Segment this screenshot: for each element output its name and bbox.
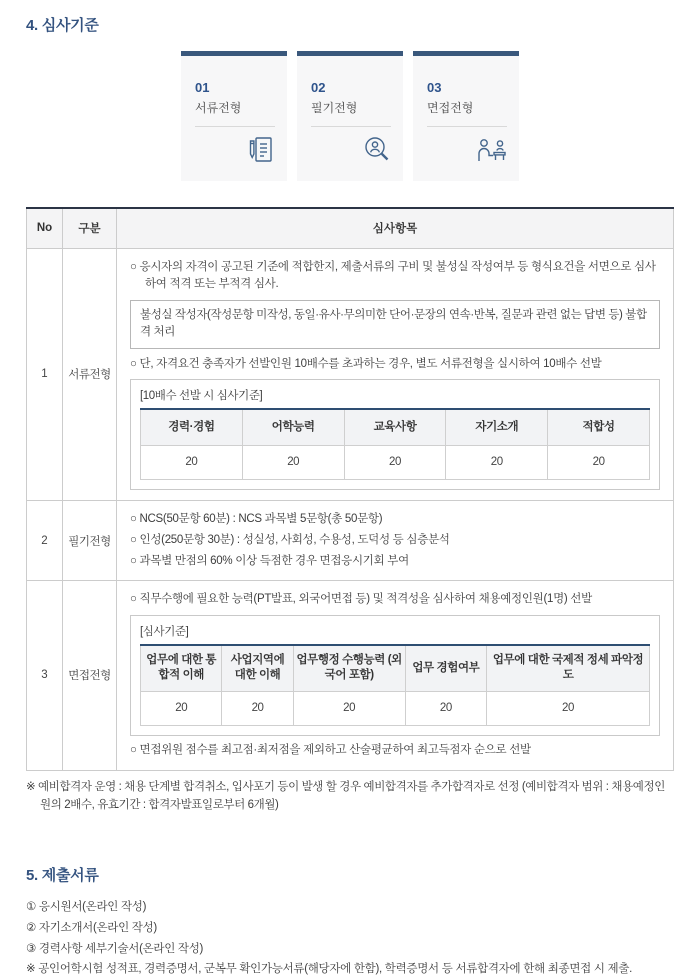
step-label: 서류전형 — [195, 99, 275, 127]
bullet-text: ○ NCS(50문항 60분) : NCS 과목별 5문항(총 50문항) — [130, 512, 383, 525]
score-col: 업무에 대한 국제적 정세 파악정도 — [487, 645, 650, 691]
row-content — [117, 581, 674, 770]
score-col: 업무행정 수행능력 (외국어 포함) — [293, 645, 405, 691]
score-value: 20 — [242, 445, 344, 479]
score-col: 업무 경험여부 — [405, 645, 486, 691]
subtable-value-row — [141, 691, 650, 725]
step-label: 필기전형 — [311, 99, 391, 127]
score-value: 20 — [446, 445, 548, 479]
row-no: 2 — [27, 500, 63, 580]
subtable-value-row — [141, 445, 650, 479]
score-col: 교육사항 — [344, 409, 446, 445]
submission-item: ③ 경력사항 세부기술서(온라인 작성) — [26, 942, 204, 955]
score-col: 적합성 — [548, 409, 650, 445]
bullet-text: ○ 직무수행에 필요한 능력(PT발표, 외국어면접 등) 및 적격성을 심사하여 채용예정인원(1명) 선발 — [130, 593, 592, 606]
screening-score-table — [140, 408, 650, 480]
criteria-header-row — [27, 208, 674, 248]
score-value: 20 — [222, 691, 293, 725]
step-number: 01 — [195, 80, 210, 95]
submission-item: ① 응시원서(온라인 작성) — [26, 901, 147, 914]
table-row-interview — [27, 581, 674, 770]
row-content — [117, 248, 674, 500]
score-col: 어학능력 — [242, 409, 344, 445]
subtable-header-row — [141, 409, 650, 445]
score-value: 20 — [344, 445, 446, 479]
subtable-box — [130, 615, 660, 736]
row-no: 1 — [27, 248, 63, 500]
section5-title: 5. 제출서류 — [26, 867, 99, 885]
submission-item: ② 자기소개서(온라인 작성) — [26, 921, 157, 934]
step-number: 02 — [311, 80, 326, 95]
step-card-document-screening — [181, 51, 287, 181]
magnifier-person-icon — [361, 134, 393, 171]
row-gubun: 면접전형 — [63, 581, 117, 770]
score-value: 20 — [405, 691, 486, 725]
row-gubun: 필기전형 — [63, 500, 117, 580]
col-header-items: 심사항목 — [117, 208, 674, 248]
subtable-label: [심사기준] — [140, 626, 189, 639]
criteria-table — [26, 207, 674, 771]
submission-note: ※ 공인어학시험 성적표, 경력증명서, 군복무 확인가능서류(해당자에 한함), 학력증명서 등 서류합격자에 한해 최종면접 시 제출. — [26, 963, 633, 976]
subtable-header-row — [141, 645, 650, 691]
interview-score-table — [140, 644, 650, 726]
subtable-label: [10배수 선발 시 심사기준] — [140, 390, 263, 403]
reserve-candidate-footnote: ※ 예비합격자 운영 : 채용 단계별 합격취소, 입사포기 등이 발생 할 경우 예비합격자를 추가합격자로 선정 (예비합격자 범위 : 채용예정인원의 2배수, 유효기간 : 합격자발표일로부터 6개월) — [26, 780, 665, 811]
table-row-document-screening — [27, 248, 674, 500]
score-col: 업무에 대한 통합적 이해 — [141, 645, 222, 691]
row-gubun: 서류전형 — [63, 248, 117, 500]
score-value: 20 — [293, 691, 405, 725]
col-header-gubun: 구분 — [63, 208, 117, 248]
interview-people-icon — [475, 134, 509, 171]
score-value: 20 — [141, 691, 222, 725]
step-number: 03 — [427, 80, 442, 95]
score-col: 경력·경험 — [141, 409, 243, 445]
table-row-written-test — [27, 500, 674, 580]
step-label: 면접전형 — [427, 99, 507, 127]
row-no: 3 — [27, 581, 63, 770]
subtable-box — [130, 379, 660, 490]
score-col: 자기소개 — [446, 409, 548, 445]
document-pen-icon — [245, 134, 277, 171]
bullet-text: ○ 인성(250문항 30분) : 성실성, 사회성, 수용성, 도덕성 등 심층분석 — [130, 533, 450, 546]
score-value: 20 — [141, 445, 243, 479]
section4-title: 4. 심사기준 — [26, 17, 99, 34]
step-card-written-test — [297, 51, 403, 181]
step-card-interview — [413, 51, 519, 181]
section5 — [26, 864, 674, 980]
row-content — [117, 500, 674, 580]
insincere-note-box: 불성실 작성자(작성문항 미작성, 동일·유사·무의미한 단어·문장의 연속·반복, 질문과 관련 없는 답변 등) 불합격 처리 — [130, 300, 660, 349]
bullet-text: ○ 단, 자격요건 충족자가 선발인원 10배수를 초과하는 경우, 별도 서류전형을 실시하여 10배수 선발 — [130, 357, 602, 370]
bullet-text: ○ 응시자의 자격이 공고된 기준에 적합한지, 제출서류의 구비 및 불성실 작성여부 등 형식요건을 서면으로 심사하여 적격 또는 부적격 심사. — [130, 260, 656, 291]
score-col: 사업지역에 대한 이해 — [222, 645, 293, 691]
bullet-text: ○ 면접위원 점수를 최고점·최저점을 제외하고 산술평균하여 최고득점자 순으로 선발 — [130, 743, 531, 756]
score-value: 20 — [548, 445, 650, 479]
bullet-text: ○ 과목별 만점의 60% 이상 득점한 경우 면접응시기회 부여 — [130, 554, 409, 567]
score-value: 20 — [487, 691, 650, 725]
process-steps — [26, 51, 674, 181]
col-header-no: No — [27, 208, 63, 248]
